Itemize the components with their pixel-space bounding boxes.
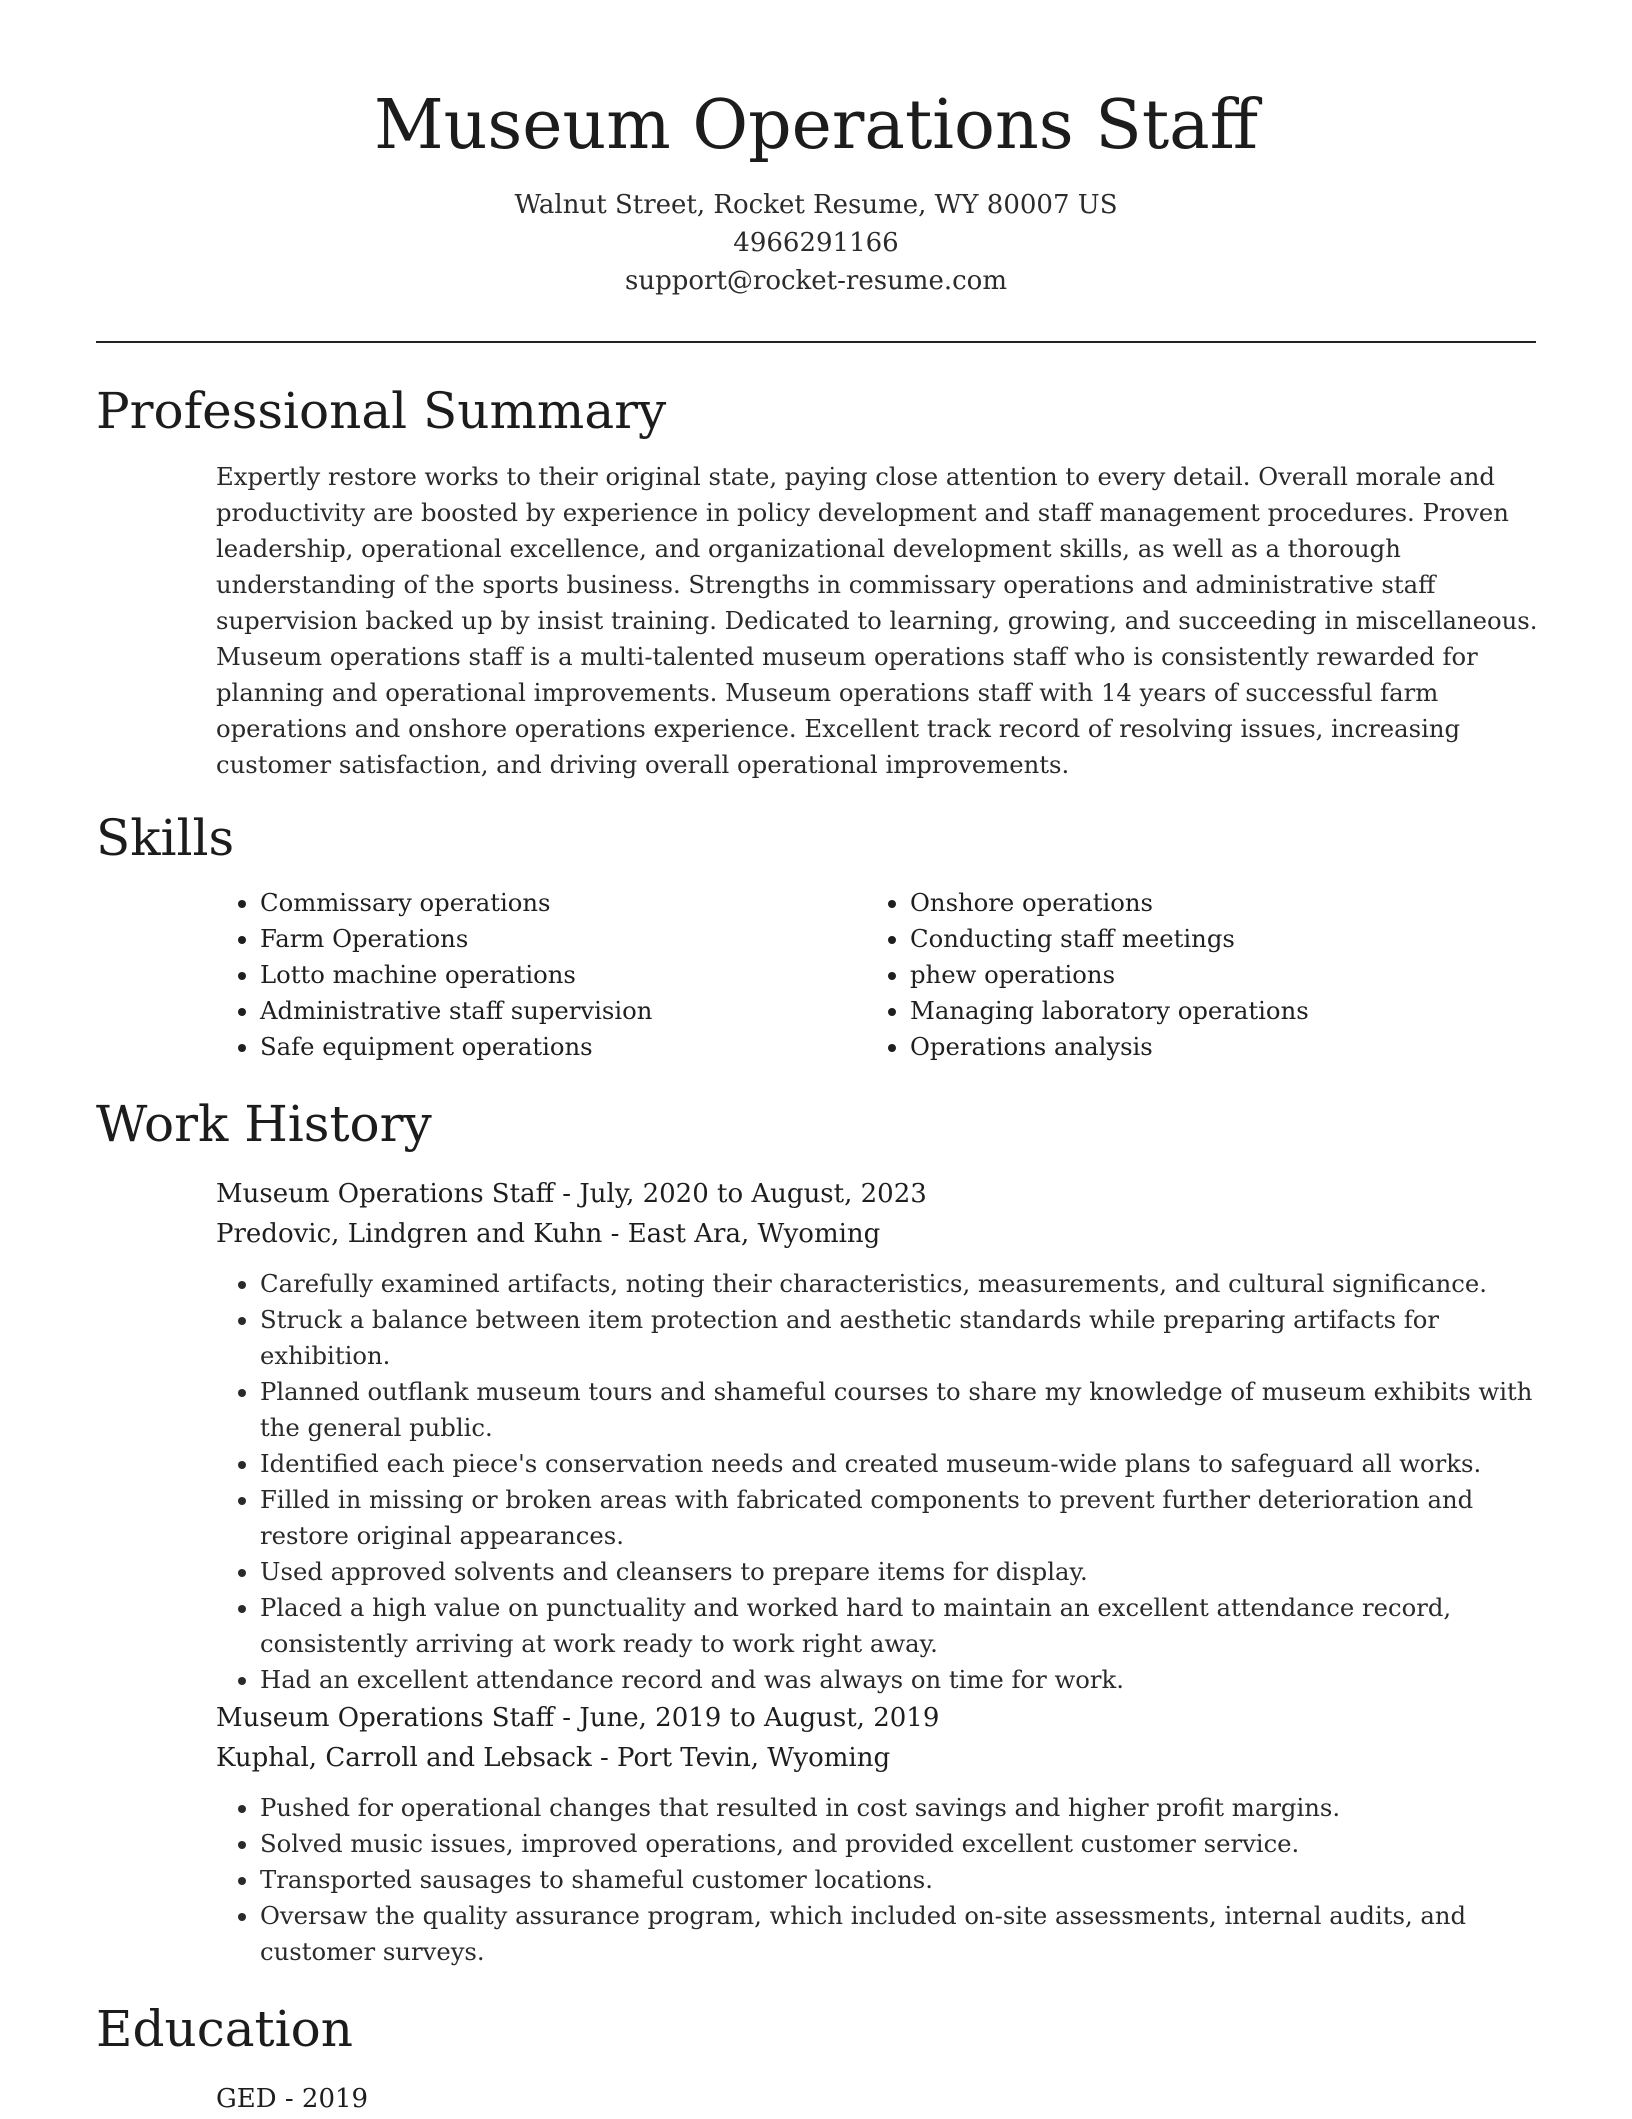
- skill-item: • Commissary operations: [260, 885, 816, 921]
- contact-email: support@rocket-resume.com: [624, 266, 1007, 296]
- job-company-location: Predovic, Lindgren and Kuhn - East Ara, Wyoming: [216, 1219, 881, 1249]
- header-divider: [96, 341, 1536, 343]
- education-line: GED - 2019: [216, 2084, 369, 2114]
- skill-item: • phew operations: [910, 957, 1466, 993]
- skill-item: • Conducting staff meetings: [910, 921, 1466, 957]
- job-bullet: • Oversaw the quality assurance program, which included on-site assessments, internal audits, and customer surveys.: [260, 1898, 1541, 1970]
- job-bullet: • Used approved solvents and cleansers to prepare items for display.: [260, 1554, 1541, 1590]
- skill-item: • Managing laboratory operations: [910, 993, 1466, 1029]
- job-title-dates: Museum Operations Staff - July, 2020 to August, 2023: [216, 1179, 927, 1209]
- job-bullet: • Filled in missing or broken areas with fabricated components to prevent further deterioration and restore original appearances.: [260, 1482, 1541, 1554]
- candidate-name: Museum Operations Staff: [373, 86, 1259, 165]
- work-history-heading: Work History: [96, 1095, 432, 1153]
- job-bullet: • Solved music issues, improved operations, and provided excellent customer service.: [260, 1826, 1541, 1862]
- summary-heading: Professional Summary: [96, 382, 667, 440]
- job-bullet: • Transported sausages to shameful customer locations.: [260, 1862, 1541, 1898]
- job-bullet: • Identified each piece's conservation needs and created museum-wide plans to safeguard all works.: [260, 1446, 1541, 1482]
- skill-item: • Operations analysis: [910, 1029, 1466, 1065]
- job-bullets: [172, 1790, 1541, 1970]
- job-bullet: • Struck a balance between item protection and aesthetic standards while preparing artifacts for exhibition.: [260, 1302, 1541, 1374]
- job-entry: [216, 1698, 1541, 1970]
- skill-item: • Lotto machine operations: [260, 957, 816, 993]
- skill-item: • Safe equipment operations: [260, 1029, 816, 1065]
- skills-heading: Skills: [96, 809, 235, 867]
- job-bullet: • Carefully examined artifacts, noting their characteristics, measurements, and cultural significance.: [260, 1266, 1541, 1302]
- skills-column-right: [866, 885, 1466, 1065]
- education-block: [216, 2079, 1541, 2119]
- skills-column-left: [216, 885, 816, 1065]
- job-title-dates: Museum Operations Staff - June, 2019 to August, 2019: [216, 1703, 940, 1733]
- job-bullet: • Planned outflank museum tours and shameful courses to share my knowledge of museum exhibits with the general public.: [260, 1374, 1541, 1446]
- job-bullet: • Placed a high value on punctuality and worked hard to maintain an excellent attendance record, consistently arriving at work ready to work right away.: [260, 1590, 1541, 1662]
- summary-text: Expertly restore works to their original state, paying close attention to every detail. Overall morale and productivity are boosted by experience in policy development and staff management procedures. Proven leadership, operational excellence, and organizational development skills, as well as a thorough understanding of the sports business. Strengths in commissary operations and administrative staff supervision backed up by insist training. Dedicated to learning, growing, and succeeding in miscellaneous. Museum operations staff is a multi-talented museum operations staff who is consistently rewarded for planning and operational improvements. Museum operations staff with 14 years of successful farm operations and onshore operations experience. Excellent track record of resolving issues, increasing customer satisfaction, and driving overall operational improvements.: [216, 462, 1538, 779]
- contact-phone: 4966291166: [733, 228, 899, 258]
- job-company-location: Kuphal, Carroll and Lebsack - Port Tevin, Wyoming: [216, 1743, 891, 1773]
- job-bullets: [172, 1266, 1541, 1698]
- skill-item: • Administrative staff supervision: [260, 993, 816, 1029]
- resume-header: [0, 80, 1632, 300]
- summary-block: [216, 459, 1541, 783]
- job-entry: [216, 1174, 1541, 1698]
- skill-item: • Farm Operations: [260, 921, 816, 957]
- contact-address: Walnut Street, Rocket Resume, WY 80007 US: [514, 190, 1118, 220]
- job-bullet: • Pushed for operational changes that resulted in cost savings and higher profit margins.: [260, 1790, 1541, 1826]
- job-bullet: • Had an excellent attendance record and was always on time for work.: [260, 1662, 1541, 1698]
- education-heading: Education: [96, 2000, 353, 2058]
- skill-item: • Onshore operations: [910, 885, 1466, 921]
